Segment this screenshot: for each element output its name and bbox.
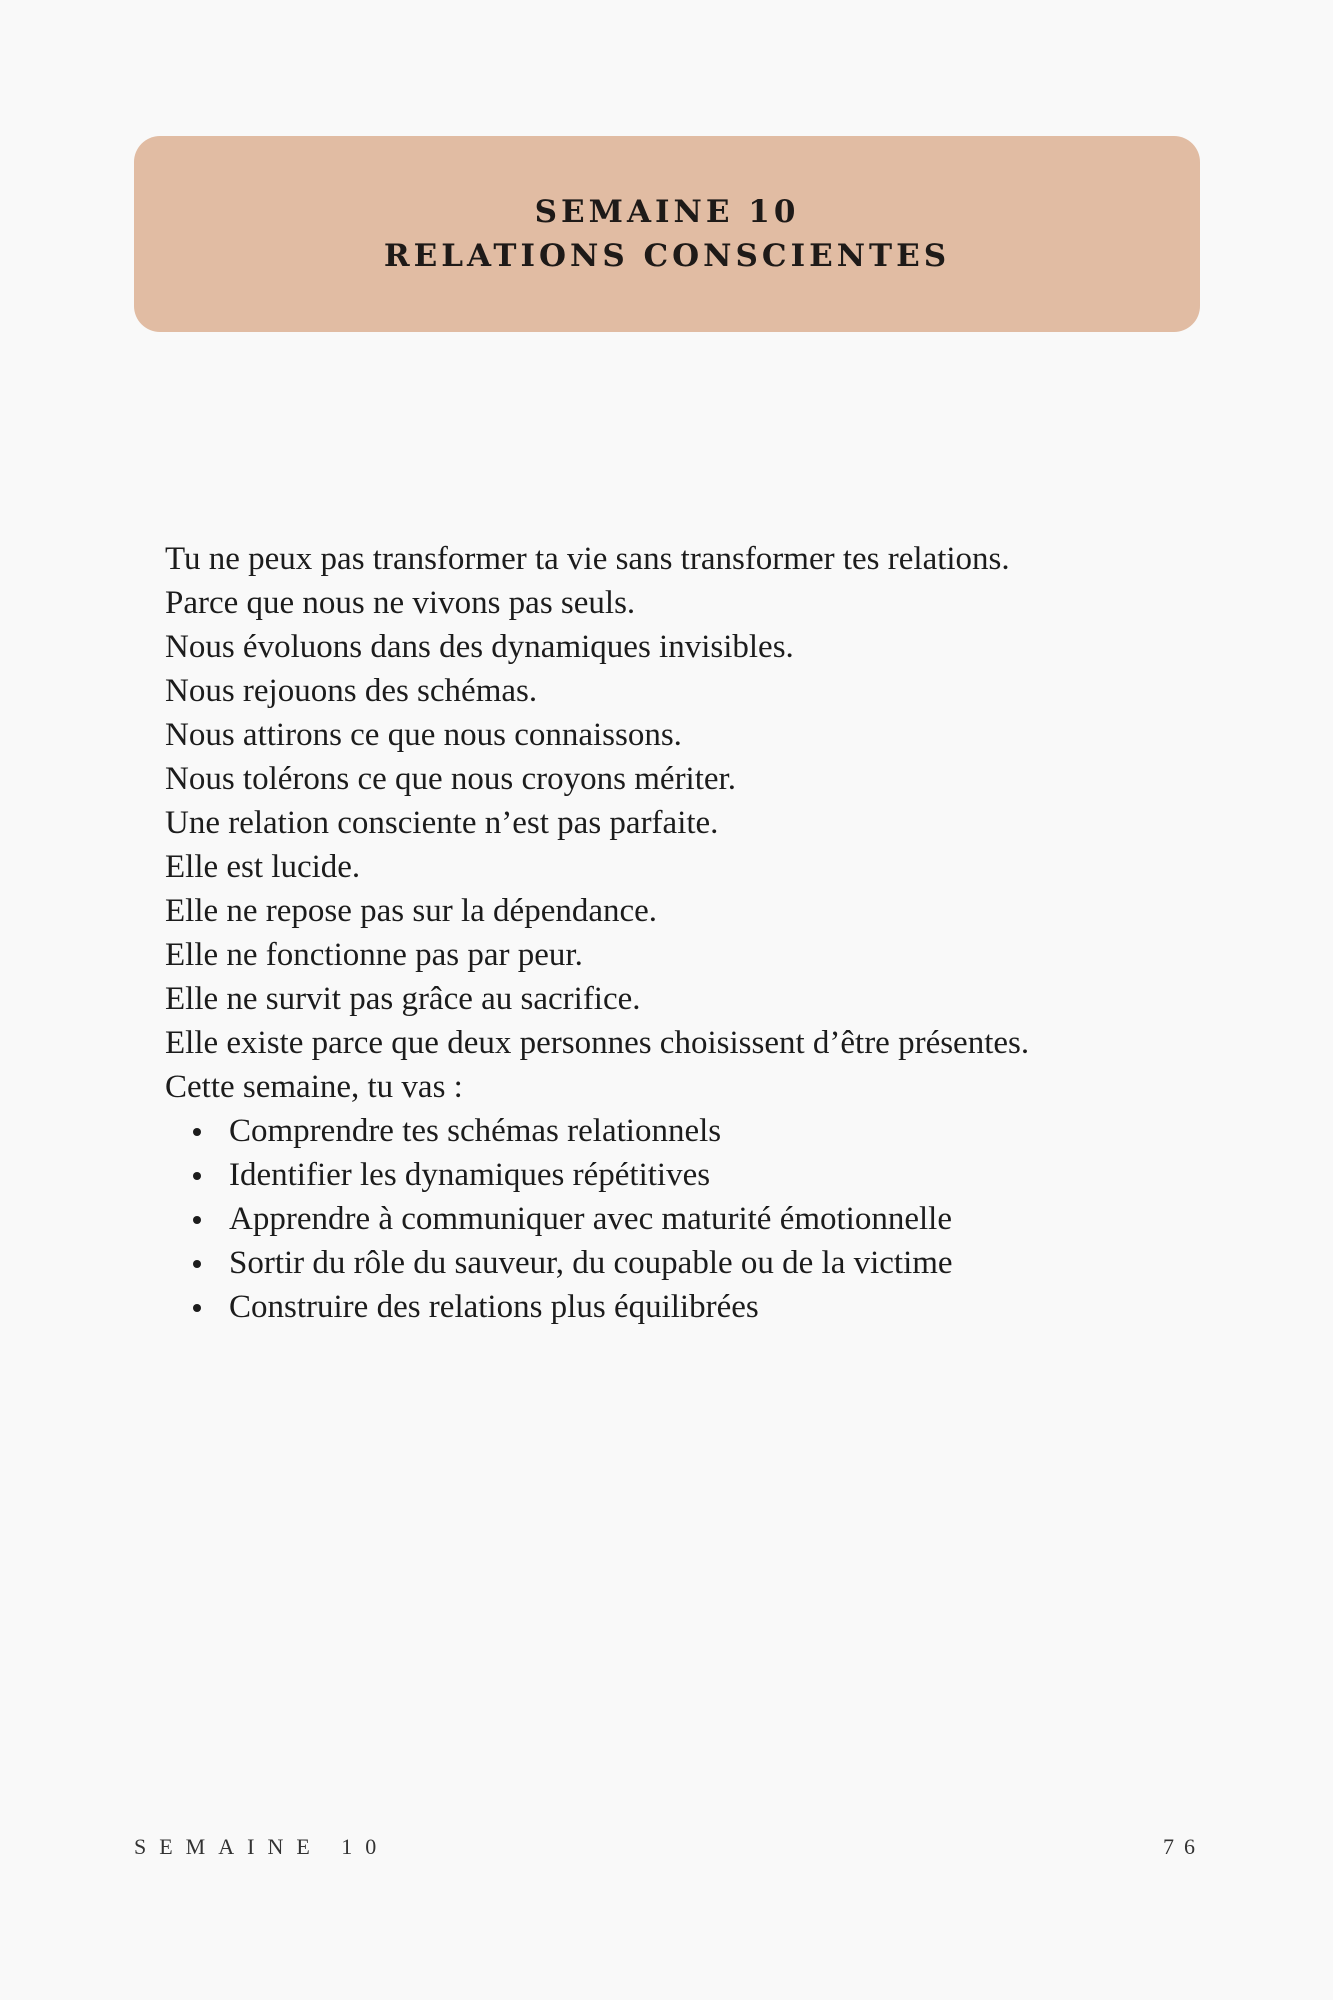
footer-section-label: SEMAINE 10 <box>134 1834 390 1859</box>
list-item-text: Comprendre tes schémas relationnels <box>229 1113 722 1149</box>
list-item <box>193 1153 1185 1197</box>
paragraph-line: Cette semaine, tu vas : <box>165 1069 463 1105</box>
list-item-text: Apprendre à communiquer avec maturité émotionnelle <box>229 1201 952 1237</box>
paragraph-line: Nous tolérons ce que nous croyons mériter. <box>165 761 736 797</box>
bullet-icon <box>193 1128 201 1136</box>
list-item-text: Construire des relations plus équilibrées <box>229 1289 759 1325</box>
paragraph-line: Nous évoluons dans des dynamiques invisibles. <box>165 629 794 665</box>
list-item-text: Identifier les dynamiques répétitives <box>229 1157 711 1193</box>
list-item <box>193 1109 1185 1153</box>
bullet-icon <box>193 1216 201 1224</box>
list-item <box>193 1241 1185 1285</box>
chapter-header <box>134 136 1200 332</box>
chapter-number: SEMAINE 10 <box>534 194 800 230</box>
list-item <box>193 1285 1185 1329</box>
bullet-icon <box>193 1260 201 1268</box>
paragraph-line: Tu ne peux pas transformer ta vie sans transformer tes relations. <box>165 541 1010 577</box>
objectives-list <box>165 1109 1185 1329</box>
paragraph-line: Nous attirons ce que nous connaissons. <box>165 717 682 753</box>
bullet-icon <box>193 1304 201 1312</box>
body-text <box>165 537 1185 1329</box>
bullet-icon <box>193 1172 201 1180</box>
paragraph-line: Parce que nous ne vivons pas seuls. <box>165 585 636 621</box>
paragraph-line: Une relation consciente n’est pas parfaite. <box>165 805 719 841</box>
paragraph-line: Elle existe parce que deux personnes choisissent d’être présentes. <box>165 1025 1030 1061</box>
chapter-title: RELATIONS CONSCIENTES <box>383 238 951 274</box>
paragraph-line: Elle ne fonctionne pas par peur. <box>165 937 583 973</box>
paragraph-line: Elle est lucide. <box>165 849 361 885</box>
paragraph-line: Elle ne survit pas grâce au sacrifice. <box>165 981 641 1017</box>
paragraph-line: Elle ne repose pas sur la dépendance. <box>165 893 658 929</box>
page-number: 76 <box>1163 1834 1205 1859</box>
paragraph-line: Nous rejouons des schémas. <box>165 673 538 709</box>
list-item <box>193 1197 1185 1241</box>
list-item-text: Sortir du rôle du sauveur, du coupable ou de la victime <box>229 1245 953 1281</box>
